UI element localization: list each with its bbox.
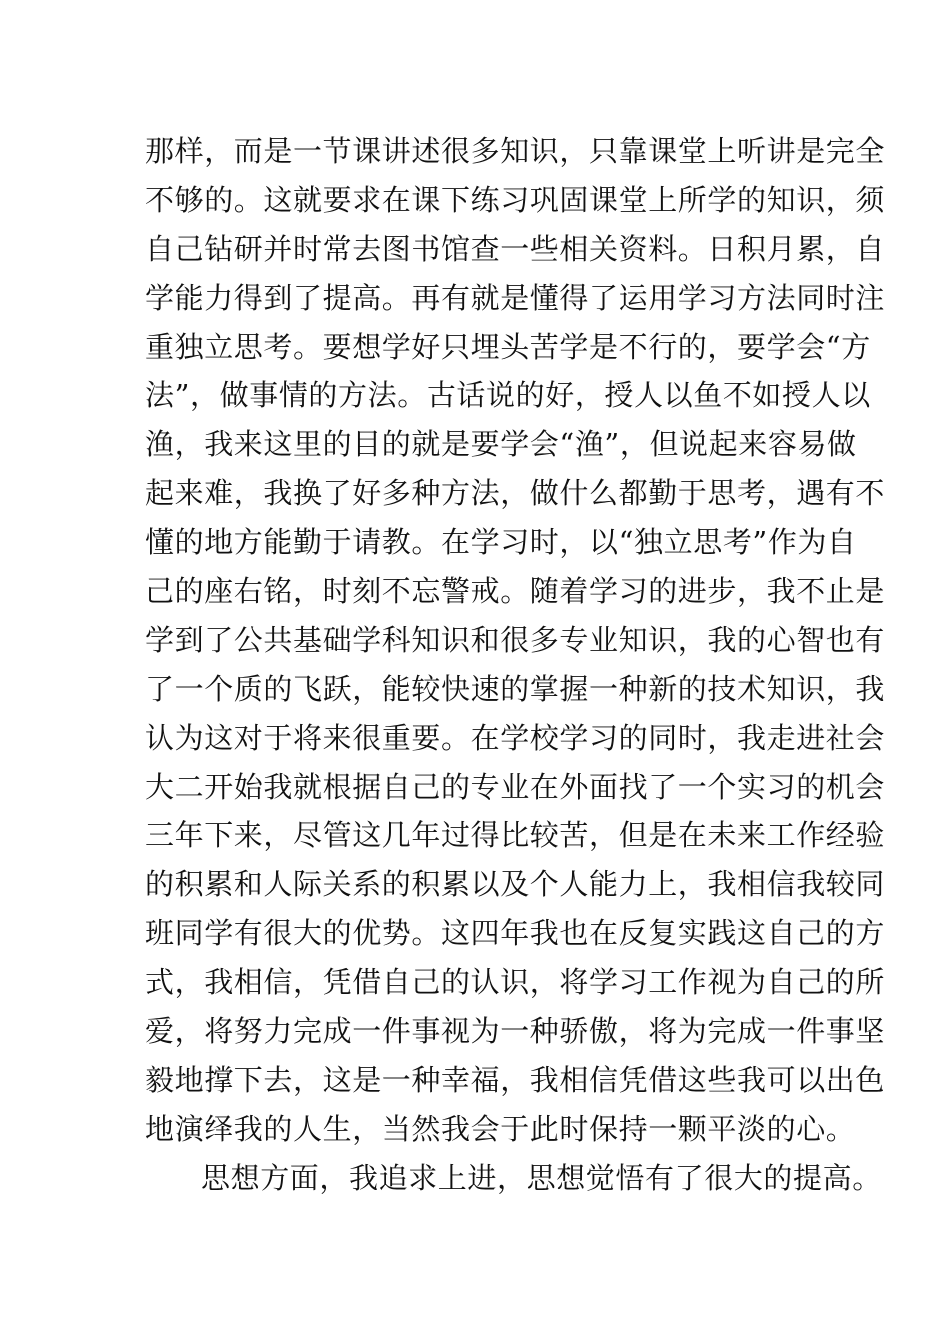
text-line: 毅地撑下去，这是一种幸福，我相信凭借这些我可以出色 — [145, 1062, 886, 1097]
text-line: 班同学有很大的优势。这四年我也在反复实践这自己的方 — [145, 916, 886, 951]
text-line: 那样，而是一节课讲述很多知识，只靠课堂上听讲是完全 — [145, 134, 886, 168]
text-line: 爱，将努力完成一件事视为一种骄傲，将为完成一件事坚 — [145, 1014, 886, 1049]
text-line: 重独立思考。要想学好只埋头苦学是不行的，要学会“方 — [145, 329, 871, 364]
text-line: 式，我相信，凭借自己的认识，将学习工作视为自己的所 — [145, 965, 886, 1000]
text-line: 学到了公共基础学科知识和很多专业知识，我的心智也有 — [145, 622, 886, 657]
text-line: 学能力得到了提高。再有就是懂得了运用学习方法同时注 — [145, 280, 886, 315]
text-line: 地演绎我的人生，当然我会于此时保持一颗平淡的心。 — [145, 1111, 856, 1146]
text-line: 渔，我来这里的目的就是要学会“渔”，但说起来容易做 — [145, 427, 857, 462]
text-line: 法”，做事情的方法。古话说的好，授人以鱼不如授人以 — [145, 378, 871, 413]
text-line: 起来难，我换了好多种方法，做什么都勤于思考，遇有不 — [145, 476, 886, 511]
paragraph-first-line: 思想方面，我追求上进，思想觉悟有了很大的提高。 — [201, 1160, 882, 1195]
text-line: 的积累和人际关系的积累以及个人能力上，我相信我较同 — [145, 867, 886, 902]
body-text — [145, 127, 886, 1203]
text-line: 三年下来，尽管这几年过得比较苦，但是在未来工作经验 — [145, 818, 886, 853]
text-line: 了一个质的飞跃，能较快速的掌握一种新的技术知识，我 — [145, 671, 886, 706]
text-line: 懂的地方能勤于请教。在学习时，以“独立思考”作为自 — [145, 525, 857, 560]
text-line: 己的座右铭，时刻不忘警戒。随着学习的进步，我不止是 — [145, 574, 886, 609]
text-line: 认为这对于将来很重要。在学校学习的同时，我走进社会 — [145, 720, 886, 755]
text-line: 自己钻研并时常去图书馆查一些相关资料。日积月累，自 — [145, 231, 886, 266]
text-line: 不够的。这就要求在课下练习巩固课堂上所学的知识，须 — [145, 182, 886, 217]
text-line: 大二开始我就根据自己的专业在外面找了一个实习的机会 — [145, 769, 886, 804]
